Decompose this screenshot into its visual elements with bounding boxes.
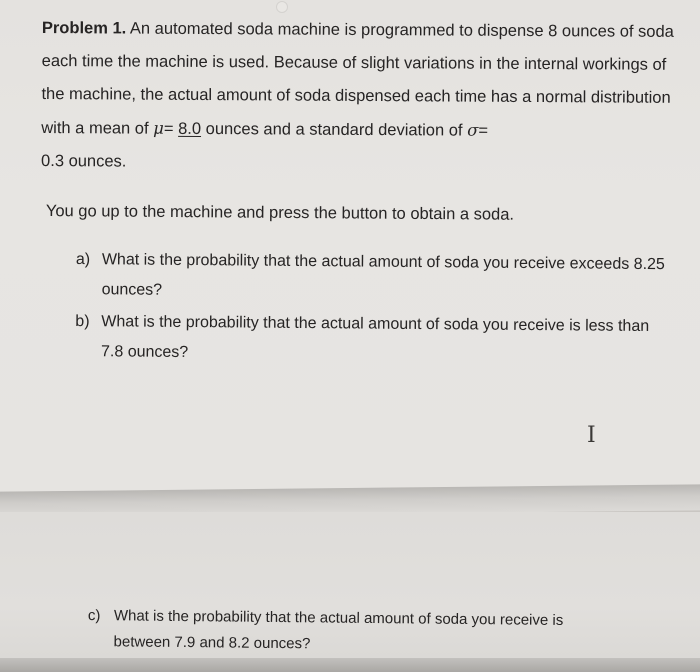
mu-equals: =	[163, 119, 179, 138]
question-text: What is the probability that the actual amount of soda you receive is less than 7.8 ounces?	[100, 313, 650, 361]
problem-statement	[41, 12, 694, 182]
intro-text: You go up to the machine and press the button to obtain a soda.	[45, 201, 515, 224]
problem-text-part2: ounces and a standard deviation of	[201, 119, 468, 140]
question-b	[75, 307, 676, 372]
question-c	[87, 603, 608, 660]
problem-label: Problem 1.	[41, 18, 127, 38]
question-text: What is the probability that the actual amount of soda you receive is between 7.9 and 8.2 ounces?	[113, 607, 564, 653]
mu-symbol: μ	[153, 118, 164, 138]
mean-value: 8.0	[178, 119, 202, 138]
std-dev-value: 0.3 ounces.	[41, 151, 127, 171]
problem-text-part1: An automated soda machine is programmed to dispense 8 ounces of soda each time the machine is used. Because of slight variations in the internal workings of the machine, the actual amount of soda dispensed each time has a normal distribution with a mean of	[41, 19, 674, 138]
question-letter: c)	[87, 606, 101, 625]
question-text: What is the probability that the actual amount of soda you receive exceeds 8.25 ounces?	[101, 251, 665, 299]
text-cursor-icon: I	[587, 423, 596, 448]
question-letter: a)	[75, 250, 91, 269]
question-c-row	[87, 603, 608, 660]
camera-dot-icon	[276, 1, 288, 13]
sigma-equals: =	[478, 121, 489, 140]
question-list	[75, 245, 676, 372]
question-letter: b)	[75, 312, 90, 331]
question-a	[75, 245, 676, 310]
sigma-symbol: σ	[467, 120, 479, 140]
